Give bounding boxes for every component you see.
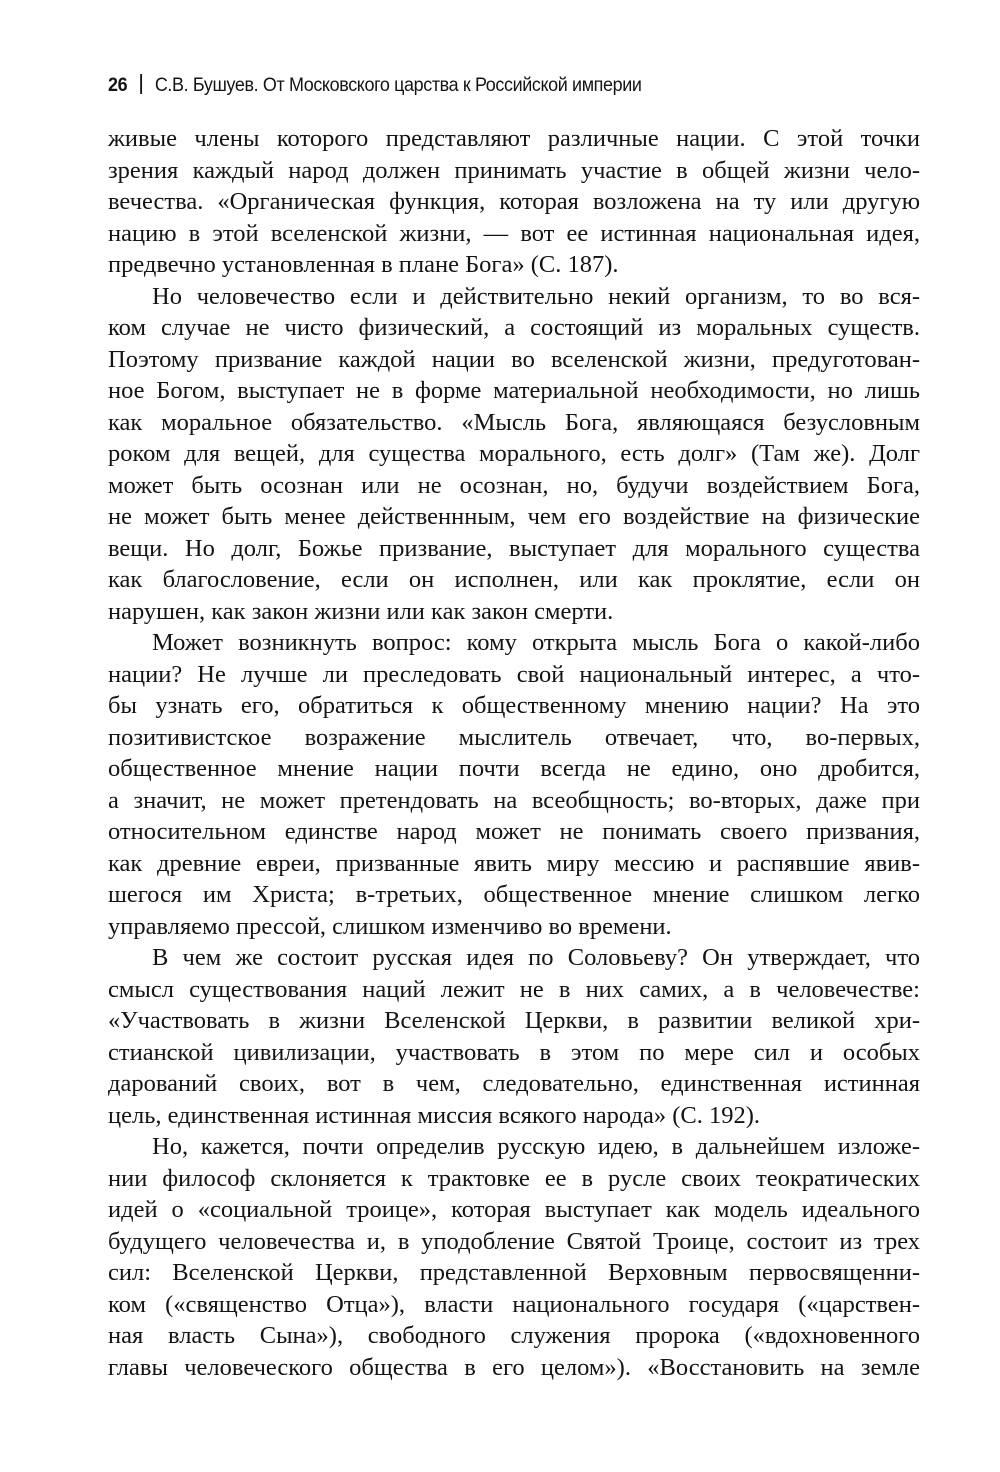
text-line: ком случае не чисто физический, а состоящий из моральных существ. <box>108 314 920 341</box>
text-line: вечества. «Органическая функция, которая возложена на ту или другую <box>108 188 920 215</box>
body-text <box>108 123 920 1383</box>
text-line: позитивистское возражение мыслитель отвечает, что, во-первых, <box>108 723 920 751</box>
page-number: 26 <box>108 74 128 96</box>
text-line: цель, единственная истинная миссия всякого народа» (С. 192). <box>108 1101 760 1129</box>
text-line: как моральное обязательство. «Мысль Бога, являющаяся безусловным <box>108 408 920 436</box>
paragraph <box>108 1131 920 1383</box>
text-line: зрения каждый народ должен принимать участие в общей жизни чело- <box>108 156 920 184</box>
text-line: может быть осознан или не осознан, но, будучи воздействием Бога, <box>108 471 920 499</box>
text-line: Может возникнуть вопрос: кому открыта мысль Бога о какой-либо <box>152 629 920 656</box>
text-line: вещи. Но долг, Божье призвание, выступает для морального существа <box>108 534 920 562</box>
text-line: главы человеческого общества в его целом»). «Восстановить на земле <box>108 1353 920 1381</box>
text-line: ком («священство Отца»), власти национального государя («царствен- <box>108 1290 920 1318</box>
running-header <box>108 70 862 100</box>
paragraph <box>108 123 920 281</box>
text-line: идей о «социальной троице», которая выступает как модель идеального <box>108 1196 920 1223</box>
text-line: управляемо прессой, слишком изменчиво во времени. <box>108 912 672 940</box>
running-title: С.В. Бушуев. От Московского царства к Российской империи <box>154 74 642 96</box>
text-line: бы узнать его, обратиться к общественному мнению нации? На это <box>108 692 920 719</box>
paragraph <box>108 942 920 1131</box>
text-line: нацию в этой вселенской жизни, — вот ее истинная национальная идея, <box>108 219 920 247</box>
text-line: смысл существования наций лежит не в них самих, а в человечестве: <box>108 975 920 1003</box>
text-line: общественное мнение нации почти всегда не едино, оно дробится, <box>108 755 920 782</box>
text-line: Поэтому призвание каждой нации во вселенской жизни, предуготован- <box>108 345 920 373</box>
text-line: «Участвовать в жизни Вселенской Церкви, в развитии великой хри- <box>108 1007 920 1034</box>
text-line: Но, кажется, почти определив русскую идею, в дальнейшем изложе- <box>152 1133 920 1160</box>
text-line: В чем же состоит русская идея по Соловьеву? Он утверждает, что <box>152 944 920 971</box>
text-line: а значит, не может претендовать на всеобщность; во-вторых, даже при <box>108 786 920 814</box>
text-line: предвечно установленная в плане Бога» (С. 187). <box>108 251 619 278</box>
text-line: стианской цивилизации, участвовать в этом по мере сил и особых <box>108 1038 920 1066</box>
text-line: роком для вещей, для существа морального, есть долг» (Там же). Долг <box>108 440 920 467</box>
text-line: как древние евреи, призванные явить миру мессию и распявшие явив- <box>108 849 920 877</box>
text-line: ное Богом, выступает не в форме материальной необходимости, но лишь <box>108 377 920 404</box>
text-line: нарушен, как закон жизни или как закон смерти. <box>108 597 614 625</box>
paragraph <box>108 281 920 628</box>
text-line: будущего человечества и, в уподобление Святой Троице, состоит из трех <box>108 1227 920 1255</box>
text-line: Но человечество если и действительно некий организм, то во вся- <box>152 282 920 310</box>
text-line: сил: Вселенской Церкви, представленной Верховным первосвященни- <box>108 1259 920 1286</box>
text-line: дарований своих, вот в чем, следовательно, единственная истинная <box>108 1070 920 1097</box>
text-line: живые члены которого представляют различные нации. С этой точки <box>108 125 920 152</box>
text-line: как благословение, если он исполнен, или как проклятие, если он <box>108 566 920 593</box>
text-line: ная власть Сына»), свободного служения пророка («вдохновенного <box>108 1322 920 1349</box>
text-line: шегося им Христа; в-третьих, общественное мнение слишком легко <box>108 881 920 908</box>
text-line: не может быть менее действеннным, чем его воздействие на физические <box>108 503 920 530</box>
text-line: нии философ склоняется к трактовке ее в русле своих теократических <box>108 1164 920 1192</box>
header-separator <box>140 74 142 94</box>
paragraph <box>108 627 920 942</box>
text-line: нации? Не лучше ли преследовать свой национальный интерес, а что- <box>108 660 920 688</box>
text-line: относительном единстве народ может не понимать своего призвания, <box>108 818 920 845</box>
